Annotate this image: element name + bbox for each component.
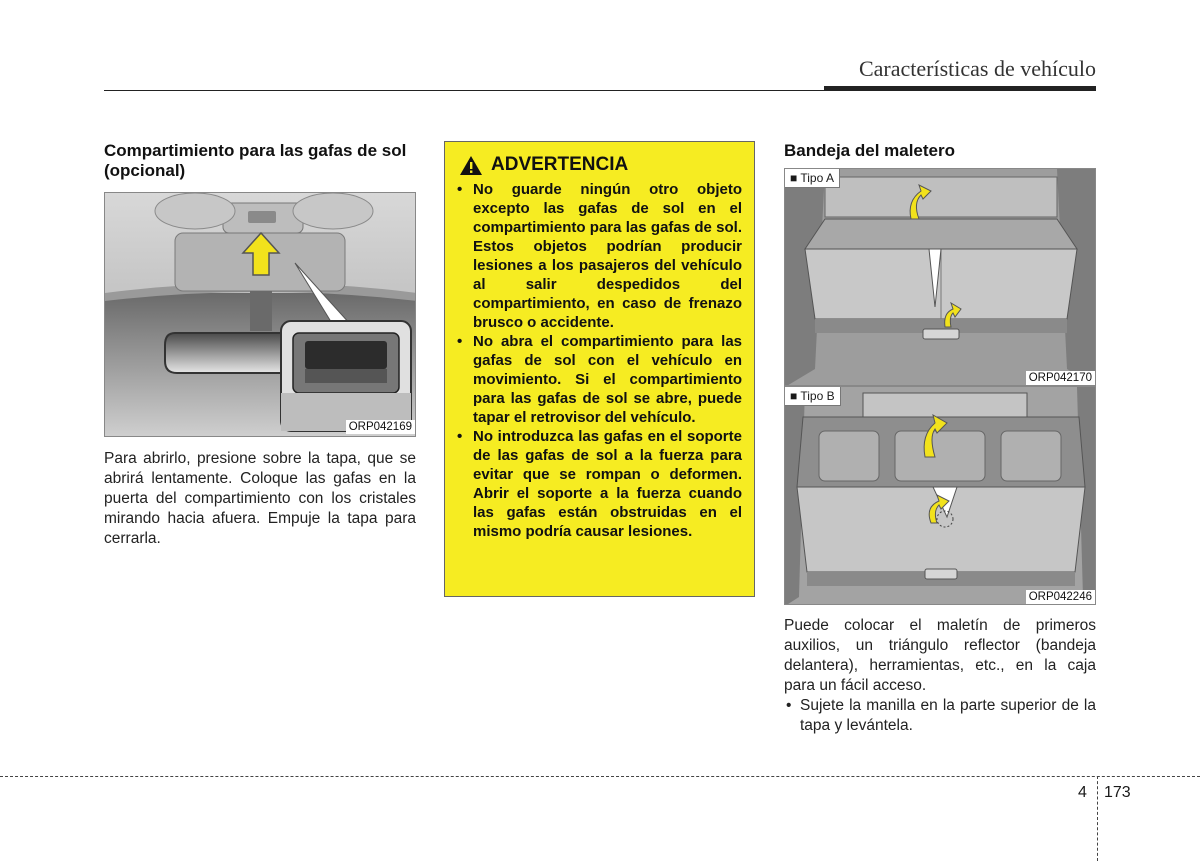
figure-code-orp042246: ORP042246 [1026, 590, 1095, 604]
luggage-tray-figure-type-a [784, 168, 1096, 386]
luggage-tray-figure-type-b [784, 386, 1096, 605]
luggage-tray-paragraph: Puede colocar el maletín de primeros auxilios, un triángulo reflector (bandeja delantera), herramientas, etc., en la caja para un fácil acceso. [784, 617, 1096, 694]
warning-box [444, 141, 755, 597]
page-number: 173 [1104, 784, 1131, 801]
sunglass-compartment-illustration [105, 193, 416, 437]
warning-triangle-icon [459, 155, 483, 176]
square-bullet-icon: ■ [790, 171, 798, 185]
sunglass-compartment-figure [104, 192, 416, 437]
warning-item: • No introduzca las gafas en el soporte de las gafas de sol a la fuerza para evitar que se rompan o deformen. Abrir el soporte a la fuerza cuando las gafas están obstruidas en el mismo podría causar lesiones. [455, 427, 742, 541]
footer-dashed-rule [0, 776, 1200, 777]
warning-list [455, 180, 742, 541]
type-b-label-text: Tipo B [800, 389, 835, 403]
sunglass-compartment-heading: Compartimiento para las gafas de sol (opcional) [104, 141, 407, 180]
luggage-tray-type-b-illustration [785, 387, 1096, 605]
running-header-title: Características de vehículo [858, 56, 1096, 81]
figure-code-orp042170: ORP042170 [1026, 371, 1095, 385]
figure-code-orp042169: ORP042169 [346, 420, 415, 434]
luggage-tray-type-a-illustration [785, 169, 1096, 386]
warning-title-text: ADVERTENCIA [491, 154, 629, 175]
warning-title [459, 154, 742, 176]
footer-dashed-divider [1097, 776, 1098, 861]
type-a-label [785, 169, 840, 188]
type-b-label [785, 387, 841, 406]
warning-item: • No abra el compartimiento para las gafas de sol con el vehículo en movimiento. Si el compartimiento para las gafas de sol se abre, puede tapar el retrovisor del vehículo. [455, 332, 742, 427]
warning-item: • No guarde ningún otro objeto excepto las gafas de sol en el compartimiento para las gafas de sol. Estos objetos podrían producir lesiones a los pasajeros del vehículo al salir despedidos del compartimiento, en caso de frenazo brusco o accidente. [455, 180, 742, 332]
type-a-label-text: Tipo A [800, 171, 834, 185]
chapter-number: 4 [1078, 784, 1087, 801]
luggage-tray-heading: Bandeja del maletero [784, 141, 956, 160]
square-bullet-icon: ■ [790, 389, 798, 403]
luggage-tray-bullet: • Sujete la manilla en la parte superior de la tapa y levántela. [784, 696, 1096, 736]
header-rule-thin [104, 90, 1096, 91]
sunglass-instructions-paragraph: Para abrirlo, presione sobre la tapa, que se abrirá lentamente. Coloque las gafas en la puerta del compartimiento con los cristales mirando hacia afuera. Empuje la tapa para cerrarla. [104, 450, 416, 547]
